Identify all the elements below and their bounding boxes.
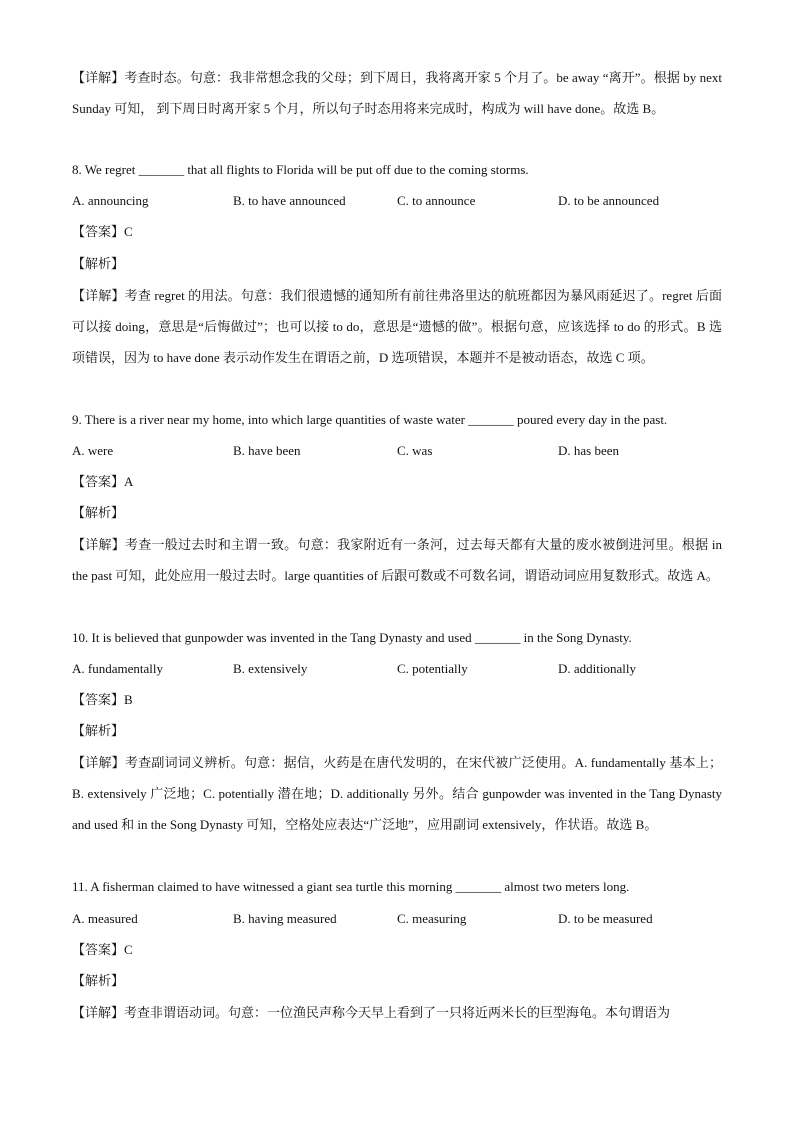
q10-detail: 【详解】考查副词词义辨析。句意：据信，火药是在唐代发明的，在宋代被广泛使用。A. fundamentally 基本上；B. extensively 广泛地；C. potentially 潜在地；D. additionally 另外。结合 gunpowder was invented in the Tang Dynasty and used 和 in the Song Dynasty 可知，空格处应表达“广泛地”，应用副词 extensively，作状语。故选 B。 [72,755,722,832]
q8-option-a: A. announcing [72,193,149,208]
q10-answer: 【答案】B [72,692,133,707]
q9-option-a: A. were [72,443,114,458]
q9-analysis-label: 【解析】 [72,505,125,520]
q9-answer: 【答案】A [72,474,134,489]
q8-detail: 【详解】考查 regret 的用法。句意：我们很遗憾的通知所有前往弗洛里达的航班都因为暴风雨延迟了。regret 后面可以接 doing，意思是“后悔做过”；也可以接 to do，意思是“遗憾的做”。根据句意，应该选择 to do 的形式。B 选项错误，因为 to have done 表示动作发生在谓语之前，D 选项错误，本题并不是被动语态，故选 C 项。 [72,288,722,365]
q10-option-d: D. additionally [558,661,636,676]
q10-analysis-label: 【解析】 [72,723,125,738]
q8-option-d: D. to be announced [558,193,660,208]
q9-stem: 9. There is a river near my home, into which large quantities of waste water _______ poured every day in the past. [72,412,668,427]
q11-detail: 【详解】考查非谓语动词。句意：一位渔民声称今天早上看到了一只将近两米长的巨型海龟。本句谓语为 [72,1005,671,1020]
q9-option-b: B. have been [233,443,301,458]
q9-detail: 【详解】考查一般过去时和主谓一致。句意：我家附近有一条河，过去每天都有大量的废水被倒进河里。根据 in the past 可知，此处应用一般过去时。large quantities of 后跟可数或不可数名词，谓语动词应用复数形式。故选 A。 [72,537,722,583]
q10-option-a: A. fundamentally [72,661,163,676]
q11-option-d: D. to be measured [558,911,653,926]
q10-option-c: C. potentially [397,661,468,676]
intro-detail: 【详解】考查时态。句意：我非常想念我的父母；到下周日，我将离开家 5 个月了。be away “离开”。根据 by next Sunday 可知， 到下周日时离开家 5 个月，所以句子时态用将来完成时，构成为 will have done。故选 B。 [72,70,722,116]
q8-analysis-label: 【解析】 [72,256,125,271]
q11-answer: 【答案】C [72,942,133,957]
q8-option-c: C. to announce [397,193,476,208]
q11-option-a: A. measured [72,911,138,926]
q8-option-b: B. to have announced [233,193,346,208]
q8-stem: 8. We regret _______ that all flights to Florida will be put off due to the coming storms. [72,162,529,177]
q11-analysis-label: 【解析】 [72,973,125,988]
q9-option-d: D. has been [558,443,620,458]
q11-option-c: C. measuring [397,911,467,926]
q8-answer: 【答案】C [72,224,133,239]
q10-stem: 10. It is believed that gunpowder was invented in the Tang Dynasty and used _______ in the Song Dynasty. [72,630,632,645]
q11-option-b: B. having measured [233,911,337,926]
q11-stem: 11. A fisherman claimed to have witnessed a giant sea turtle this morning _______ almost two meters long. [72,879,630,894]
q9-option-c: C. was [397,443,433,458]
q10-option-b: B. extensively [233,661,308,676]
